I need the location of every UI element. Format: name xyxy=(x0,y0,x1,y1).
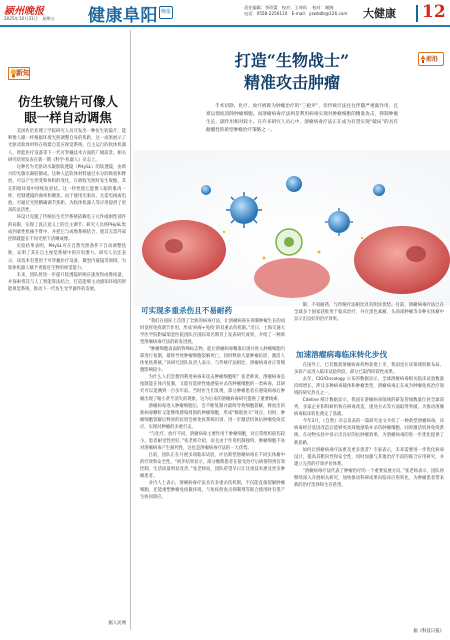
col-b-paragraph: Citeline 统计数据显示，我国在溶瘤病毒领域的研发管线数量位居全球前列，多家企业和科研机构在病毒改造、递送方式等方面取得突破，为推动溶瘤病毒临床转化奠定了基础。 xyxy=(294,398,444,418)
feature-lead xyxy=(206,103,398,135)
section-mark: 晚报 xyxy=(159,6,173,19)
col-b-paragraph: 在国外上，已有数款溶瘤病毒药物获批上市，我国也在该领域积极布局，多款产品进入临床试验阶段，部分已取得阶段性成果。 xyxy=(294,363,444,376)
left-article-paragraph: 未来，团队将进一步提升软透镜的响应速度和成像质量，并探索将其与人工智能算法结合，打造能够主动感知环境的智能视觉系统，推动下一代仿生光学器件的发展。 xyxy=(8,273,126,293)
col-b-paragraph: “溶瘤病毒疗法代表了肿瘤治疗的一个重要发展方向。”张老师表示，团队将继续深入开展相关研究，加快推动科研成果向临床应用转化，为肿瘤患者带来新的治疗选择和生存希望。 xyxy=(294,468,444,488)
section-title: 健康阜阳 xyxy=(88,6,158,26)
immune-cell xyxy=(276,229,302,255)
col-b-intro xyxy=(294,302,444,323)
left-article-paragraph: 美国佐治亚理工学院研究人员开发出一种仿生软镜片，能够像人眼一样根据环境光照调整自身的焦距，这一成果展示了光驱动软体材料在构建自适应视觉系统、自主运行的软体机器人、智能医疗设备等下一代可穿戴技术方面的广阔前景。相关研究结果发表在新一期《科学·机器人》杂志上。 xyxy=(8,129,126,163)
col-b-paragraph: 今年3月，《自然》杂志发表的一篇研究论文介绍了一种新型溶瘤病毒，该病毒经过基因改造后能够更高效地感染并杀伤肿瘤细胞，同时激活机体免疫系统，在动物实验中显示出良好的抗肿瘤效果，为溶瘤病毒的进一步优化提供了新思路。 xyxy=(294,419,444,446)
col-a-paragraph: 为什么人们会想到利用病毒来攻击肿瘤细胞呢？张老师说，溶瘤病毒是指既能在体内复制，又能有选择性地感染并杀伤肿瘤细胞的一类病毒，其研究可以追溯到一百多年前。当时医生们发现，部分肿瘤患者在感染病毒后肿瘤出现了缩小甚至消失的现象，这为后来的溶瘤病毒研究提供了重要线索。 xyxy=(140,375,285,402)
header-divider xyxy=(416,5,418,22)
col-a-paragraph: 溶瘤病毒进入肿瘤细胞后，会不断复制并最终导致细胞裂解，释放出的新病毒颗粒又能继续感染周围的肿瘤细胞，形成“级联放大”效应。同时，肿瘤细胞裂解后释放的抗原会被免疫系统识别，进一步激活机体抗肿瘤免疫反应，实现对肿瘤的多重打击。 xyxy=(140,403,285,430)
oncolytic-virus-5 xyxy=(201,185,211,195)
feature-headline-line2: 精准攻击肿瘤 xyxy=(243,73,340,92)
editor-info xyxy=(244,5,347,17)
oncolytic-virus-4 xyxy=(373,184,385,196)
tumor-cell-center xyxy=(254,258,330,298)
frontier-tag-label: 前沿 xyxy=(426,56,439,63)
col-a-paragraph: “与化疗、放疗不同，溶瘤病毒主要作用于肿瘤细胞，对正常组织损伤较小，患者耐受性更好。”张老师介绍，而且由于作用机制独特，肿瘤细胞不易对溶瘤病毒产生耐药性，这也是溶瘤病毒疗法的一大优势。 xyxy=(140,431,285,451)
col-b-paragraph: 如何让溶瘤病毒疗法惠及更多患者？专家表示，未来需要进一步优化病毒设计，提高其靶向性和安全性，同时加强与其他治疗手段的联合应用研究，并建立完善的疗效评价体系。 xyxy=(294,447,444,467)
feature-headline xyxy=(180,50,404,94)
feature-lead-text: 手术切除、化疗、放疗被称为肿瘤治疗的“三板斧”，但传统疗法往往伴随严重副作用，且难以彻底清除肿瘤细胞。而溶瘤病毒疗法则是利用病毒实现对肿瘤细胞的精准攻击，抑制肿瘤生长，副作用相对较小。在许多研究人员心中，溶瘤病毒疗法正在成为有望实现“破局”的具有颠覆性的新型肿瘤治疗策略之一。 xyxy=(206,104,398,133)
col-a-paragraph: “我们在国际上首创了全新的病毒疗法，让溶瘤病毒在抑制肿瘤生长的同时发挥免疫调节作用，形成‘病毒+免疫’的双重杀伤机制。”近日，上海交通大学医学院附属瑞金医院团队在国际知名期刊上发表研究成果，介绍了一种新型溶瘤病毒疗法的研发进展。 xyxy=(140,319,285,346)
lightbulb-icon xyxy=(10,68,17,79)
contact-line: 电话：0558-2256110 E-mail：yzwbdb@126.com xyxy=(244,11,348,16)
col-a-paragraph: “肿瘤细胞表面的特殊标志物，能让溶瘤病毒精准识别并进入肿瘤细胞内部进行复制，最终导致肿瘤细胞裂解死亡，同时释放大量肿瘤抗原，激活人体免疫系统。”该研究团队负责人表示，与传统疗法相比，溶瘤病毒对正常细胞影响较小。 xyxy=(140,347,285,374)
issue-date: 2025年10月31日 星期五 xyxy=(4,16,55,21)
tumor-cell-right xyxy=(354,226,450,294)
oncolytic-virus-1 xyxy=(226,192,262,228)
col-a-body xyxy=(140,318,285,501)
page-number: 12 xyxy=(422,2,446,22)
column-divider xyxy=(130,30,131,630)
virus-attack-illustration xyxy=(134,150,450,306)
left-byline: 据人民网 xyxy=(108,621,126,626)
left-headline: 仿生软镜片可像人眼一样自动调焦 xyxy=(17,94,118,125)
col-b-subhead: 加速溶瘤病毒临床转化步伐 xyxy=(296,350,388,359)
oncolytic-virus-3 xyxy=(286,176,302,192)
left-article-body xyxy=(8,128,126,294)
col-b-body xyxy=(294,362,444,489)
masthead xyxy=(0,0,450,27)
col-a-paragraph: 业内人士表示，溶瘤病毒疗法具有多重杀伤机制，不仅能直接裂解肿瘤细胞，还能重塑肿瘤免疫微环境，与免疫检查点抑制剂等联合使用时有望产生协同效应。 xyxy=(140,481,285,501)
left-article-paragraph: 这种名为光驱动水凝胶软透镜（PHySL）的软透镜，由新兴的光敏水凝胶制成。这种人造软体材料通过水分的吸收和释放，可以产生形变和体积的变化，在吸收光照时发生收缩，其在阴暗环境中则恢复原状。这一特性使它能像人眼的肌肉一样，控制透镜的曲率和聚焦。由于使用光驱动，无需电线或电池，可通过光照精确调节焦距，为软体机器人等应用提供了更高的灵活性。 xyxy=(8,165,126,214)
left-article-paragraph: 该设计克服了传统仿生光学系统依赖电子元件或刚性部件的局限，实现了真正意义上的自主调节。研究人员将PHySL集成到柔性机械手臂中，并把它与成像系统结合，使其无需外部控制就能在不同光照下清晰成像。 xyxy=(8,215,126,243)
kicker-label: 新知 xyxy=(16,69,30,77)
tumor-cell-left xyxy=(142,220,226,280)
col-b-byline: 据《科技日报》 xyxy=(413,629,444,634)
col-b-paragraph: 去年，CIO/Oncology 公布的数据显示，全球溶瘤病毒相关临床试验数量持续增长，涉及多种病毒载体和肿瘤类型，溶瘤病毒正在成为肿瘤免疫治疗领域的研究热点之一。 xyxy=(294,377,444,397)
editor-line: 责任编辑：李蓓蕾 校对：王坤尚 校对：谢婉 xyxy=(244,5,334,10)
col-a-paragraph: 目前，团队正在开展多项临床试验，评估新型溶瘤病毒在不同实体瘤中的疗效和安全性。“初步结果显示，部分晚期患者在接受治疗后病情得到有效控制，生活质量明显改善。”张老师说，团队希望早日让这项技术惠及更多肿瘤患者。 xyxy=(140,452,285,480)
feature-headline-line1: 打造“生物战士” xyxy=(234,51,350,70)
newspaper-logo: 颍州晚报 xyxy=(4,6,44,17)
column-name: 大健康 xyxy=(363,7,396,20)
col-b-intro-text: 制，不易耐药，与传统疗法相比具有明显优势。目前，溶瘤病毒疗法已在全球多个国家获批用于临床治疗，并在黑色素瘤、头颈部肿瘤等多种实体瘤中显示出良好的治疗效果。 xyxy=(294,303,444,323)
col-a-subhead: 可实现多重杀伤且不易耐药 xyxy=(141,306,233,315)
left-article-paragraph: 实验结果表明，PHySL可在自然光照条件下自动调整焦距，证明了其在自主视觉系统中的应用潜力。研究人员还表示，该技术有望用于可穿戴医疗设备、微型内窥镜等领域，为软体机器人赋予更接近生物的视觉能力。 xyxy=(8,244,126,271)
